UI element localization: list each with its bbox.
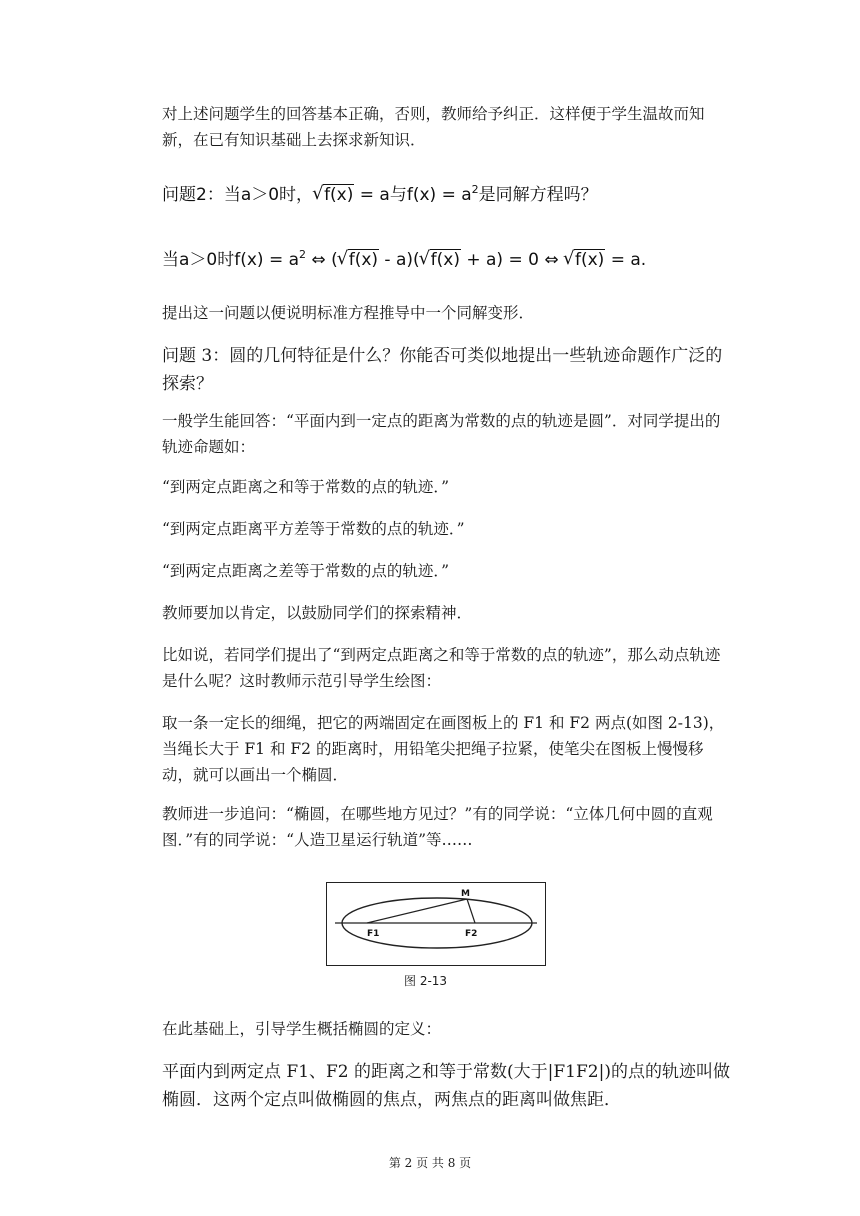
- sqrt-fx-4: [564, 250, 605, 270]
- paragraph-9: 在此基础上，引导学生概括椭圆的定义：: [162, 1020, 442, 1038]
- paragraph-10: 平面内到两定点 F1、F2 的距离之和等于常数(大于|F1F2|)的点的轨迹叫做椭圆．这两个定点叫做椭圆的焦点，两焦点的距离叫做焦距．: [162, 1062, 730, 1110]
- paragraph-4: 一般学生能回答：“平面内到一定点的距离为常数的点的轨迹是圆”．对同学提出的轨迹命题如：: [162, 412, 721, 456]
- label-f1: F1: [367, 929, 380, 939]
- l2-iff1: ⇔ (: [306, 250, 338, 270]
- quote-3: “到两定点距离之差等于常数的点的轨迹．”: [162, 562, 450, 580]
- l2-plus: + a) = 0 ⇔: [460, 250, 564, 270]
- l2-end: = a.: [605, 250, 647, 270]
- ellipse-diagram: [327, 883, 545, 965]
- figure-caption: 图 2-13: [404, 974, 448, 988]
- l2-minus: - a)(: [379, 250, 420, 270]
- quote-1: “到两定点距离之和等于常数的点的轨迹．”: [162, 478, 450, 496]
- paragraph-5: 教师要加以肯定，以鼓励同学们的探索精神．: [162, 604, 473, 622]
- paragraph-7: 取一条一定长的细绳，把它的两端固定在画图板上的 F1 和 F2 两点(如图 2-13)，当绳长大于 F1 和 F2 的距离时，用铅笔尖把绳子拉紧，使笔尖在图板上慢慢移动，就可以画出一个椭圆．: [162, 714, 725, 784]
- paragraph-1: 对上述问题学生的回答基本正确，否则，教师给予纠正．这样便于学生温故而知新，在已有知识基础上去探求新知识．: [162, 105, 705, 149]
- sqrt-radicand-3: f(x): [430, 250, 460, 270]
- l2-square-exponent: 2: [299, 248, 307, 261]
- sqrt-radicand-4: f(x): [574, 250, 605, 270]
- string-to-m-from-f2: [467, 899, 475, 923]
- q2-suffix: 是同解方程吗？: [478, 185, 598, 205]
- l2-prefix: 当a＞0时: [162, 250, 235, 270]
- sqrt-radicand: f(x): [324, 185, 354, 205]
- sqrt-fx-3: [420, 250, 461, 270]
- q2-prefix: 问题2：当a＞0时，: [162, 185, 314, 205]
- q2-mid: 与: [389, 185, 407, 205]
- paragraph-2: 提出这一问题以便说明标准方程推导中一个同解变形．: [162, 304, 535, 322]
- sqrt-fx: [313, 185, 354, 205]
- label-m: M: [461, 889, 470, 899]
- sqrt-radicand-2: f(x): [348, 250, 379, 270]
- paragraph-6: 比如说，若同学们提出了“到两定点距离之和等于常数的点的轨迹”，那么动点轨迹是什么呢？这时教师示范引导学生绘图：: [162, 646, 721, 690]
- paragraph-3: 问题 3：圆的几何特征是什么？你能否可类似地提出一些轨迹命题作广泛的探索？: [162, 346, 723, 394]
- quote-2: “到两定点距离平方差等于常数的点的轨迹．”: [162, 520, 465, 538]
- paragraph-8: 教师进一步追问：“椭圆，在哪些地方见过？”有的同学说：“立体几何中圆的直观图．”有的同学说：“人造卫星运行轨道”等……: [162, 805, 713, 849]
- ellipse-figure: [326, 882, 546, 966]
- q2-fx: f(x) = a: [406, 185, 472, 205]
- page-footer: 第 2 页 共 8 页: [388, 1156, 472, 1170]
- equivalence-equation: [162, 245, 646, 270]
- label-f2: F2: [465, 929, 478, 939]
- sqrt-fx-2: [338, 250, 379, 270]
- eq-a: = a: [354, 185, 390, 205]
- question-2-equation: [162, 180, 598, 205]
- l2-fx: f(x) = a: [234, 250, 300, 270]
- square-exponent: 2: [471, 183, 479, 196]
